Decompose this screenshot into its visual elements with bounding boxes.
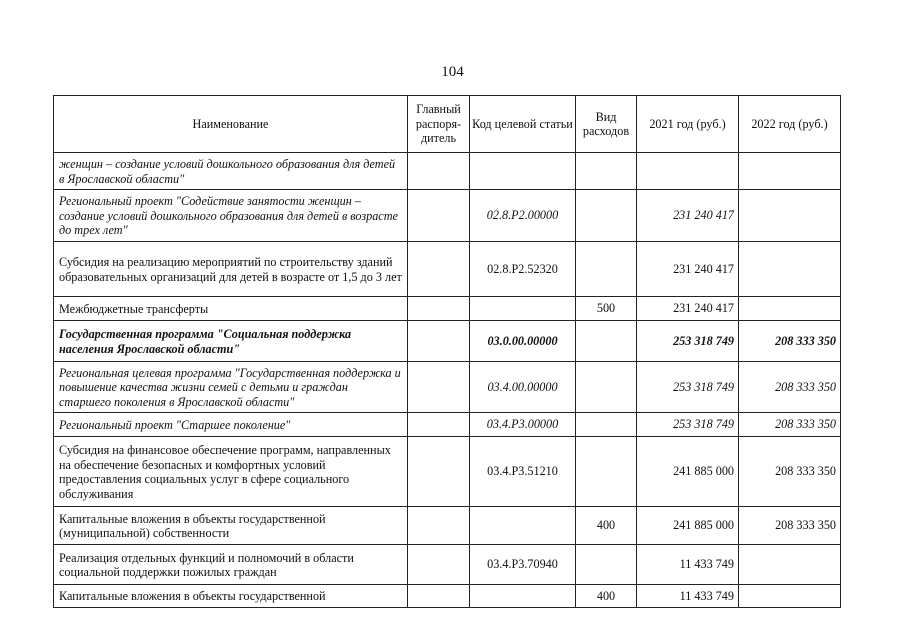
row-amount-2022 — [739, 297, 841, 321]
row-amount-2022 — [739, 153, 841, 190]
row-name: Субсидия на финансовое обеспечение программ, направленных на обеспечение безопасных и комфортных условий предоставления социальных услуг в сфере социального обслуживания — [54, 437, 408, 507]
row-code: 03.4.00.00000 — [470, 362, 576, 413]
row-amount-2022 — [739, 242, 841, 297]
row-amount-2021: 253 318 749 — [637, 413, 739, 437]
row-name: Региональная целевая программа "Государственная поддержка и повышение качества жизни семей с детьми и граждан старшего поколения в Ярославской области" — [54, 362, 408, 413]
row-name: Капитальные вложения в объекты государственной — [54, 585, 408, 608]
row-code: 02.8.P2.00000 — [470, 190, 576, 242]
row-amount-2021: 231 240 417 — [637, 297, 739, 321]
row-manager — [408, 321, 470, 362]
row-expense-type — [576, 413, 637, 437]
row-name: Субсидия на реализацию мероприятий по строительству зданий образовательных организаций для детей в возрасте от 1,5 до 3 лет — [54, 242, 408, 297]
row-expense-type — [576, 437, 637, 507]
row-code: 03.4.P3.51210 — [470, 437, 576, 507]
row-name: Региональный проект "Содействие занятости женщин – создание условий дошкольного образования для детей в возрасте до трех лет" — [54, 190, 408, 242]
header-expense-type: Вид расходов — [576, 96, 637, 153]
row-manager — [408, 437, 470, 507]
row-expense-type — [576, 242, 637, 297]
table-row — [54, 362, 841, 413]
row-manager — [408, 585, 470, 608]
row-amount-2021: 11 433 749 — [637, 545, 739, 585]
row-amount-2022 — [739, 585, 841, 608]
page-number: 104 — [441, 64, 464, 80]
header-main-manager: Главный распоря-дитель — [408, 96, 470, 153]
row-manager — [408, 507, 470, 545]
row-amount-2021: 231 240 417 — [637, 242, 739, 297]
row-amount-2021 — [637, 153, 739, 190]
row-name: Государственная программа "Социальная поддержка населения Ярославской области" — [54, 321, 408, 362]
row-name: женщин – создание условий дошкольного образования для детей в Ярославской области" — [54, 153, 408, 190]
row-expense-type — [576, 545, 637, 585]
row-amount-2021: 11 433 749 — [637, 585, 739, 608]
table-row — [54, 242, 841, 297]
row-amount-2022: 208 333 350 — [739, 413, 841, 437]
table-row — [54, 190, 841, 242]
table-row — [54, 437, 841, 507]
row-expense-type — [576, 153, 637, 190]
row-expense-type — [576, 362, 637, 413]
row-manager — [408, 413, 470, 437]
row-manager — [408, 362, 470, 413]
table-row — [54, 413, 841, 437]
row-manager — [408, 190, 470, 242]
row-name: Реализация отдельных функций и полномочий в области социальной поддержки пожилых граждан — [54, 545, 408, 585]
row-amount-2021: 241 885 000 — [637, 437, 739, 507]
row-code — [470, 153, 576, 190]
row-code: 03.0.00.00000 — [470, 321, 576, 362]
table-row — [54, 153, 841, 190]
row-amount-2022: 208 333 350 — [739, 321, 841, 362]
row-amount-2021: 253 318 749 — [637, 321, 739, 362]
row-code: 02.8.P2.52320 — [470, 242, 576, 297]
row-expense-type — [576, 190, 637, 242]
table-row — [54, 507, 841, 545]
budget-table — [53, 95, 841, 608]
row-expense-type: 400 — [576, 507, 637, 545]
row-manager — [408, 545, 470, 585]
row-manager — [408, 297, 470, 321]
row-amount-2022: 208 333 350 — [739, 437, 841, 507]
row-code — [470, 507, 576, 545]
header-year-2022: 2022 год (руб.) — [739, 96, 841, 153]
header-name: Наименование — [54, 96, 408, 153]
row-code: 03.4.P3.00000 — [470, 413, 576, 437]
table-row — [54, 297, 841, 321]
row-amount-2021: 241 885 000 — [637, 507, 739, 545]
row-code — [470, 585, 576, 608]
row-name: Капитальные вложения в объекты государственной (муниципальной) собственности — [54, 507, 408, 545]
header-target-code: Код целевой статьи — [470, 96, 576, 153]
row-amount-2022 — [739, 190, 841, 242]
row-manager — [408, 242, 470, 297]
table-row — [54, 585, 841, 608]
row-amount-2021: 231 240 417 — [637, 190, 739, 242]
row-manager — [408, 153, 470, 190]
row-amount-2022 — [739, 545, 841, 585]
row-expense-type: 500 — [576, 297, 637, 321]
row-name: Региональный проект "Старшее поколение" — [54, 413, 408, 437]
table-row — [54, 545, 841, 585]
row-amount-2022: 208 333 350 — [739, 507, 841, 545]
table-header-row — [54, 96, 841, 153]
row-code: 03.4.P3.70940 — [470, 545, 576, 585]
row-name: Межбюджетные трансферты — [54, 297, 408, 321]
row-expense-type: 400 — [576, 585, 637, 608]
row-amount-2022: 208 333 350 — [739, 362, 841, 413]
header-year-2021: 2021 год (руб.) — [637, 96, 739, 153]
table-row — [54, 321, 841, 362]
row-amount-2021: 253 318 749 — [637, 362, 739, 413]
row-expense-type — [576, 321, 637, 362]
row-code — [470, 297, 576, 321]
